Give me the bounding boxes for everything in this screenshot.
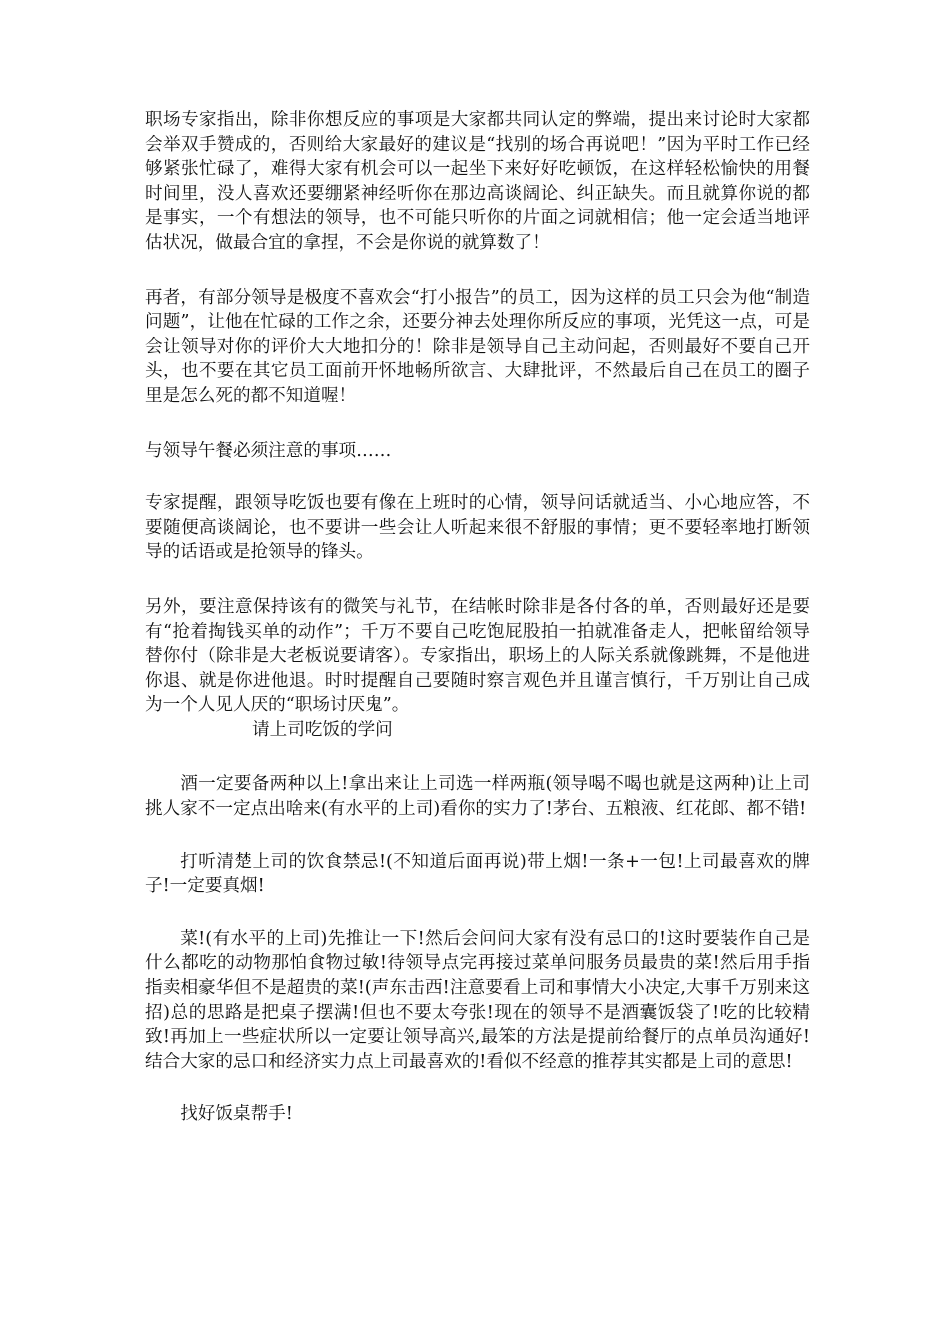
paragraph-table-helper: 找好饭桌帮手!	[180, 1104, 293, 1125]
paragraph-wine: 酒一定要备两种以上!拿出来让上司选一样两瓶(领导喝不喝也就是这两种)让上司挑人家不一定点出啥来(有水平的上司)看你的实力了!茅台、五粮液、红花郎、都不错!	[145, 774, 810, 820]
paragraph-expert-reminder: 专家提醒，跟领导吃饭也要有像在上班时的心情，领导问话就适当、小心地应答，不要随便高谈阔论，也不要讲一些会让人听起来很不舒服的事情；更不要轻率地打断领导的话语或是抢领导的锋头。	[145, 493, 810, 563]
paragraph-lunch-notes-heading: 与领导午餐必须注意的事项……	[145, 440, 392, 461]
document-page	[145, 108, 810, 1127]
paragraph-dietary-taboos: 打听清楚上司的饮食禁忌!(不知道后面再说)带上烟!一条+一包!上司最喜欢的牌子!一定要真烟!	[145, 851, 810, 897]
paragraph-etiquette: 另外，要注意保持该有的微笑与礼节，在结帐时除非是各付各的单，否则最好还是要有“抢着掏钱买单的动作”；千万不要自己吃饱屁股拍一拍就准备走人，把帐留给领导替你付（除非是大老板说要请客）。专家指出，职场上的人际关系就像跳舞，不是他进你退、就是你进他退。时时提醒自己要随时察言观色并且谨言慎行，千万别让自己成为一个人见人厌的“职场讨厌鬼”。	[145, 596, 810, 716]
paragraph-dishes: 菜!(有水平的上司)先推让一下!然后会问问大家有没有忌口的!这时要装作自己是什么都吃的动物那怕食物过敏!待领导点完再接过菜单问服务员最贵的菜!然后用手指指卖相豪华但不是超贵的菜!(声东击西!注意要看上司和事情大小决定,大事千万别来这招)总的思路是把桌子摆满!但也不要太夸张!现在的领导不是酒囊饭袋了!吃的比较精致!再加上一些症状所以一定要让领导高兴,最笨的方法是提前给餐厅的点单员沟通好!结合大家的忌口和经济实力点上司最喜欢的!看似不经意的推荐其实都是上司的意思!	[145, 928, 810, 1072]
section-title: 请上司吃饭的学问	[252, 719, 393, 740]
paragraph-expert-advice: 职场专家指出，除非你想反应的事项是大家都共同认定的弊端，提出来讨论时大家都会举双手赞成的，否则给大家最好的建议是“找别的场合再说吧！”因为平时工作已经够紧张忙碌了，难得大家有机会可以一起坐下来好好吃顿饭，在这样轻松愉快的用餐时间里，没人喜欢还要绷紧神经听你在那边高谈阔论、纠正缺失。而且就算你说的都是事实，一个有想法的领导，也不可能只听你的片面之词就相信；他一定会适当地评估状况，做最合宜的拿捏，不会是你说的就算数了！	[145, 110, 810, 253]
paragraph-report-warning: 再者，有部分领导是极度不喜欢会“打小报告”的员工，因为这样的员工只会为他“制造问题”，让他在忙碌的工作之余，还要分神去处理你所反应的事项，光凭这一点，可是会让领导对你的评价大大地扣分的！除非是领导自己主动问起，否则最好不要自己开头，也不要在其它员工面前开怀地畅所欲言、大肆批评，不然最后自己在员工的圈子里是怎么死的都不知道喔！	[145, 287, 810, 406]
